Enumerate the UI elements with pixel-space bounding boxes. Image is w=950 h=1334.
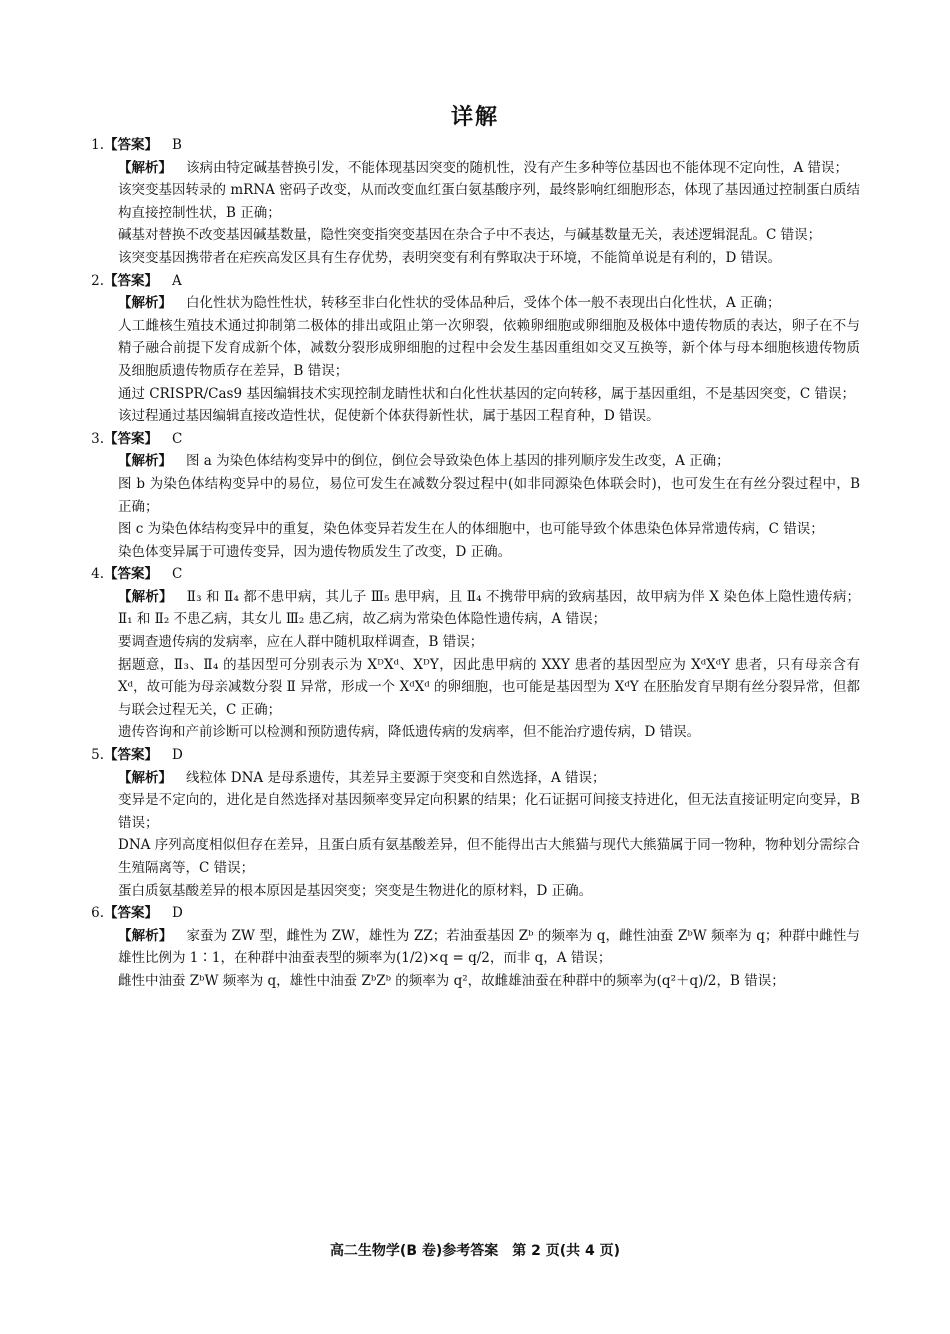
answer-value: D <box>172 747 183 764</box>
analysis-label: 【解析】 <box>118 769 172 786</box>
analysis-paragraph <box>118 586 860 631</box>
question-number: 5. <box>91 747 104 764</box>
answer-label: 【答案】 <box>104 430 158 447</box>
analysis-paragraph: 雌性中油蚕 ZᵇW 频率为 q，雄性中油蚕 ZᵇZᵇ 的频率为 q²，故雌雄油蚕在种群中的频率为(q²＋q)/2，B 错误； <box>118 972 785 989</box>
question-item <box>90 902 860 992</box>
analysis-paragraph: 变异是不定向的，进化是自然选择对基因频率变异定向积累的结果；化石证据可间接支持进化，但无法直接证明定向变异，B 错误； <box>118 792 860 831</box>
paragraph-text: 该病由特定碱基替换引发，不能体现基因突变的随机性，没有产生多种等位基因也不能体现不定向性，A 错误； <box>186 159 849 176</box>
answer-value: C <box>172 566 183 583</box>
answer-label: 【答案】 <box>104 566 158 583</box>
analysis-paragraph: 图 b 为染色体结构变异中的易位，易位可发生在减数分裂过程中(如非同源染色体联会时)，也可发生在有丝分裂过程中，B 正确； <box>118 475 860 515</box>
answer-value: C <box>172 430 183 447</box>
analysis-label: 【解析】 <box>118 927 173 944</box>
analysis-paragraph: 人工雌核生殖技术通过抑制第二极体的排出或阻止第一次卵裂，依赖卵细胞或卵细胞及极体中遗传物质的表达，卵子在不与精子融合前提下发育成新个体，减数分裂形成卵细胞的过程中会发生基因重组如交叉互换等，新个体与母本细胞核遗传物质及细胞质遗传物质存在差异，B 错误； <box>118 317 860 379</box>
answer-list <box>90 134 860 993</box>
analysis-paragraph: 图 c 为染色体结构变异中的重复，染色体变异若发生在人的体细胞中，也可能导致个体患染色体异常遗传病，C 错误； <box>118 521 824 538</box>
analysis-body <box>90 767 860 903</box>
analysis-paragraph: 碱基对替换不改变基因碱基数量，隐性突变指突变基因在杂合子中不表达，与碱基数量无关，表述逻辑混乱。C 错误； <box>118 227 822 244</box>
answer-line <box>90 902 860 925</box>
analysis-label: 【解析】 <box>118 295 172 312</box>
analysis-paragraph <box>118 925 860 970</box>
answer-line <box>90 134 860 157</box>
paragraph-text: 线粒体 DNA 是母系遗传，其差异主要源于突变和自然选择，A 错误； <box>186 769 606 786</box>
analysis-paragraph <box>118 767 860 790</box>
analysis-paragraph: 染色体变异属于可遗传变异，因为遗传物质发生了改变，D 正确。 <box>118 543 512 560</box>
analysis-body <box>90 586 860 744</box>
question-item <box>90 270 860 428</box>
question-number: 2. <box>91 272 104 289</box>
analysis-label: 【解析】 <box>118 159 172 176</box>
answer-line <box>90 563 860 586</box>
paragraph-text: 家蚕为 ZW 型，雌性为 ZW，雄性为 ZZ；若油蚕基因 Zᵇ 的频率为 q，雌性油蚕 ZᵇW 频率为 q；种群中雌性与雄性比例为 1∶1，在种群中油蚕表型的频率为(1/2)×q = q/2，而非 q，A 错误； <box>118 927 861 967</box>
question-item <box>90 134 860 270</box>
analysis-paragraph: 该过程通过基因编辑直接改造性状，促使新个体获得新性状，属于基因工程育种，D 错误。 <box>118 408 660 425</box>
analysis-body <box>90 925 860 993</box>
analysis-paragraph <box>118 450 860 473</box>
question-item <box>90 563 860 744</box>
paragraph-text: 白化性状为隐性性状，转移至非白化性状的受体品种后，受体个体一般不表现出白化性状，A 正确； <box>186 295 781 312</box>
question-number: 6. <box>91 905 104 922</box>
answer-line <box>90 744 860 767</box>
page-footer: 高二生物学(B 卷)参考答案 第 2 页(共 4 页) <box>329 1243 621 1259</box>
analysis-paragraph <box>118 157 860 180</box>
analysis-body <box>90 157 860 270</box>
analysis-paragraph: 该突变基因转录的 mRNA 密码子改变，从而改变血红蛋白氨基酸序列，最终影响红细胞形态，体现了基因通过控制蛋白质结构直接控制性状，B 正确； <box>118 182 860 221</box>
analysis-paragraph: 要调查遗传病的发病率，应在人群中随机取样调查，B 错误； <box>118 634 484 651</box>
question-number: 1. <box>91 137 104 153</box>
analysis-paragraph: 遗传咨询和产前诊断可以检测和预防遗传病，降低遗传病的发病率，但不能治疗遗传病，D 错误。 <box>118 724 701 741</box>
page-title: 详解 <box>450 105 499 130</box>
question-number: 4. <box>91 566 104 583</box>
answer-label: 【答案】 <box>104 747 158 764</box>
question-item <box>90 428 860 564</box>
answer-line <box>90 428 860 451</box>
analysis-paragraph: 通过 CRISPR/Cas9 基因编辑技术实现控制龙睛性状和白化性状基因的定向转移，属于基因重组，不是基因突变，C 错误； <box>118 385 855 402</box>
answer-label: 【答案】 <box>104 272 158 289</box>
answer-line <box>90 270 860 293</box>
analysis-label: 【解析】 <box>118 453 172 470</box>
question-item <box>90 744 860 902</box>
analysis-paragraph: DNA 序列高度相似但存在差异，且蛋白质有氨基酸差异，但不能得出古大熊猫与现代大熊猫属于同一物种，物种划分需综合生殖隔离等，C 错误； <box>118 837 860 876</box>
analysis-paragraph: 据题意，Ⅱ₃、Ⅱ₄ 的基因型可分别表示为 XᴰXᵈ、XᴰY，因此患甲病的 XXY 患者的基因型应为 XᵈXᵈY 患者，只有母亲含有 Xᵈ，故可能为母亲减数分裂 Ⅱ 异常，形成一个 XᵈXᵈ 的卵细胞，也可能是基因型为 XᵈY 在胚胎发育早期有丝分裂异常，但都与联会过程无关，C 正确； <box>118 656 860 718</box>
question-number: 3. <box>91 430 104 447</box>
answer-label: 【答案】 <box>104 905 158 922</box>
analysis-body <box>90 450 860 563</box>
answer-value: A <box>172 272 182 289</box>
answer-value: B <box>172 137 182 153</box>
analysis-paragraph: 蛋白质氨基酸差异的根本原因是基因突变；突变是生物进化的原材料，D 正确。 <box>118 882 593 899</box>
paragraph-text: 图 a 为染色体结构变异中的倒位，倒位会导致染色体上基因的排列顺序发生改变，A 正确； <box>186 453 730 470</box>
answer-label: 【答案】 <box>104 137 158 153</box>
analysis-paragraph <box>118 292 860 315</box>
paragraph-text: Ⅱ₃ 和 Ⅱ₄ 都不患甲病，其儿子 Ⅲ₅ 患甲病，且 Ⅱ₄ 不携带甲病的致病基因，故甲病为伴 X 染色体上隐性遗传病；Ⅱ₁ 和 Ⅱ₂ 不患乙病，其女儿 Ⅲ₂ 患乙病，故乙病为常染色体隐性遗传病，A 错误； <box>118 588 860 628</box>
analysis-body <box>90 292 860 428</box>
analysis-paragraph: 该突变基因携带者在疟疾高发区具有生存优势，表明突变有利有弊取决于环境，不能简单说是有利的，D 错误。 <box>118 249 782 266</box>
answer-value: D <box>172 905 183 922</box>
analysis-label: 【解析】 <box>118 588 173 605</box>
